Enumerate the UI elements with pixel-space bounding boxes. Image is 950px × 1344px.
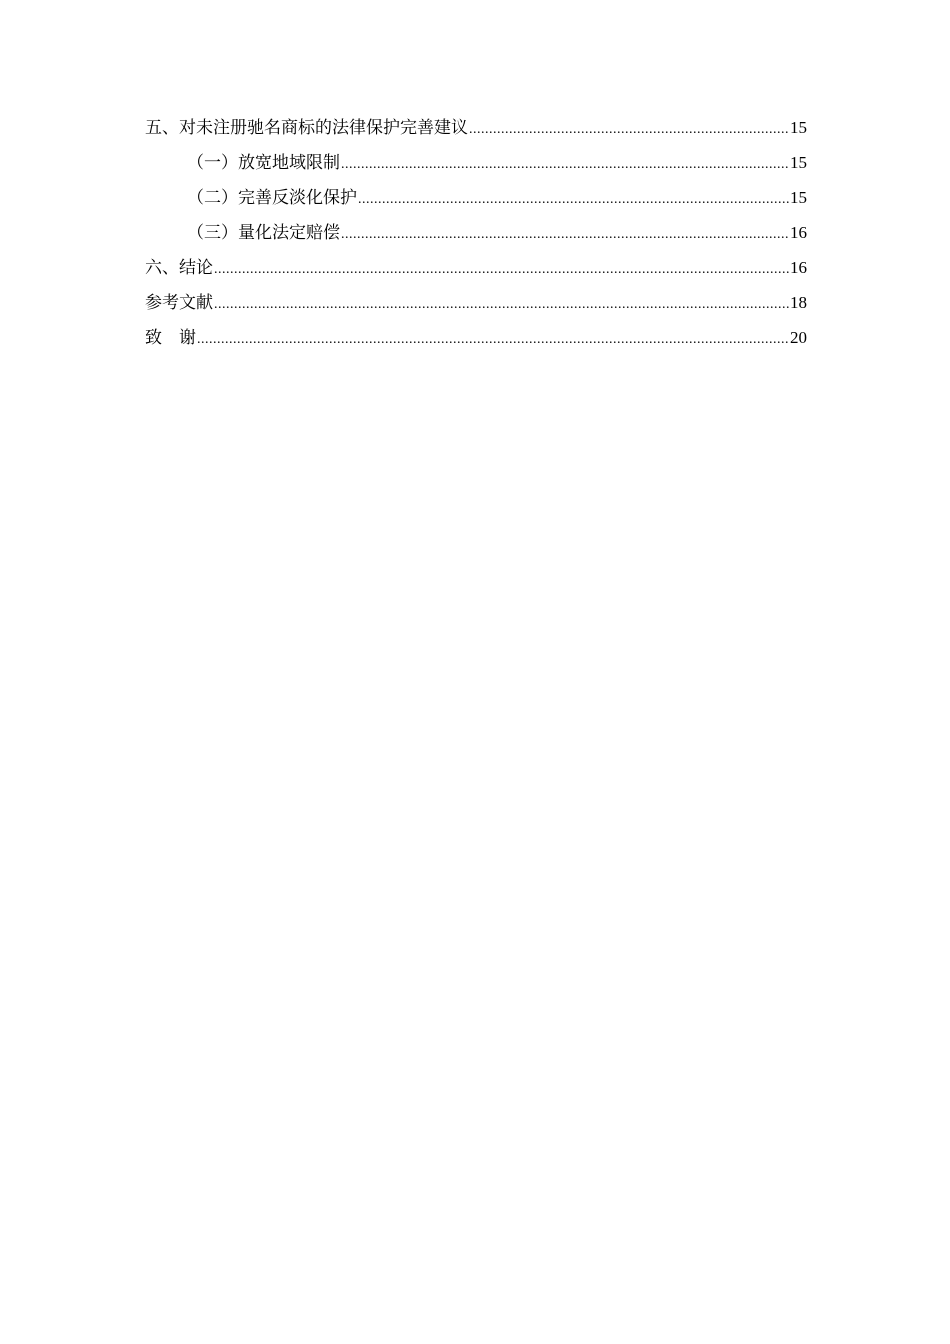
toc-entry-page-number: 16 (790, 223, 807, 242)
toc-entry-section-5-2[interactable] (145, 180, 807, 215)
toc-entry-page-number: 15 (790, 118, 807, 137)
toc-entry-page-number: 20 (790, 328, 807, 347)
toc-entry-section-5-1[interactable] (145, 145, 807, 180)
toc-dot-leader (197, 322, 789, 357)
toc-entry-section-6[interactable] (145, 250, 807, 285)
toc-dot-leader (469, 112, 789, 147)
toc-dot-leader (214, 287, 789, 322)
toc-dot-leader (341, 217, 789, 252)
toc-dot-leader (341, 147, 789, 182)
toc-entry-references[interactable] (145, 285, 807, 320)
toc-entry-title: （一）放宽地域限制 (187, 153, 340, 173)
toc-entry-page-number: 15 (790, 153, 807, 172)
toc-dot-leader (214, 252, 789, 287)
toc-entry-title: （二）完善反淡化保护 (187, 188, 357, 208)
toc-entry-title: 五、对未注册驰名商标的法律保护完善建议 (145, 118, 468, 138)
toc-entry-acknowledgements[interactable] (145, 320, 807, 355)
toc-entry-title: 六、结论 (145, 258, 213, 278)
toc-entry-title: （三）量化法定赔偿 (187, 223, 340, 243)
toc-entry-section-5-3[interactable] (145, 215, 807, 250)
table-of-contents (145, 110, 807, 355)
toc-entry-page-number: 16 (790, 258, 807, 277)
toc-entry-title: 参考文献 (145, 293, 213, 313)
toc-dot-leader (358, 182, 789, 217)
toc-entry-title: 致 谢 (145, 328, 196, 348)
toc-entry-page-number: 15 (790, 188, 807, 207)
toc-entry-section-5[interactable] (145, 110, 807, 145)
toc-entry-page-number: 18 (790, 293, 807, 312)
